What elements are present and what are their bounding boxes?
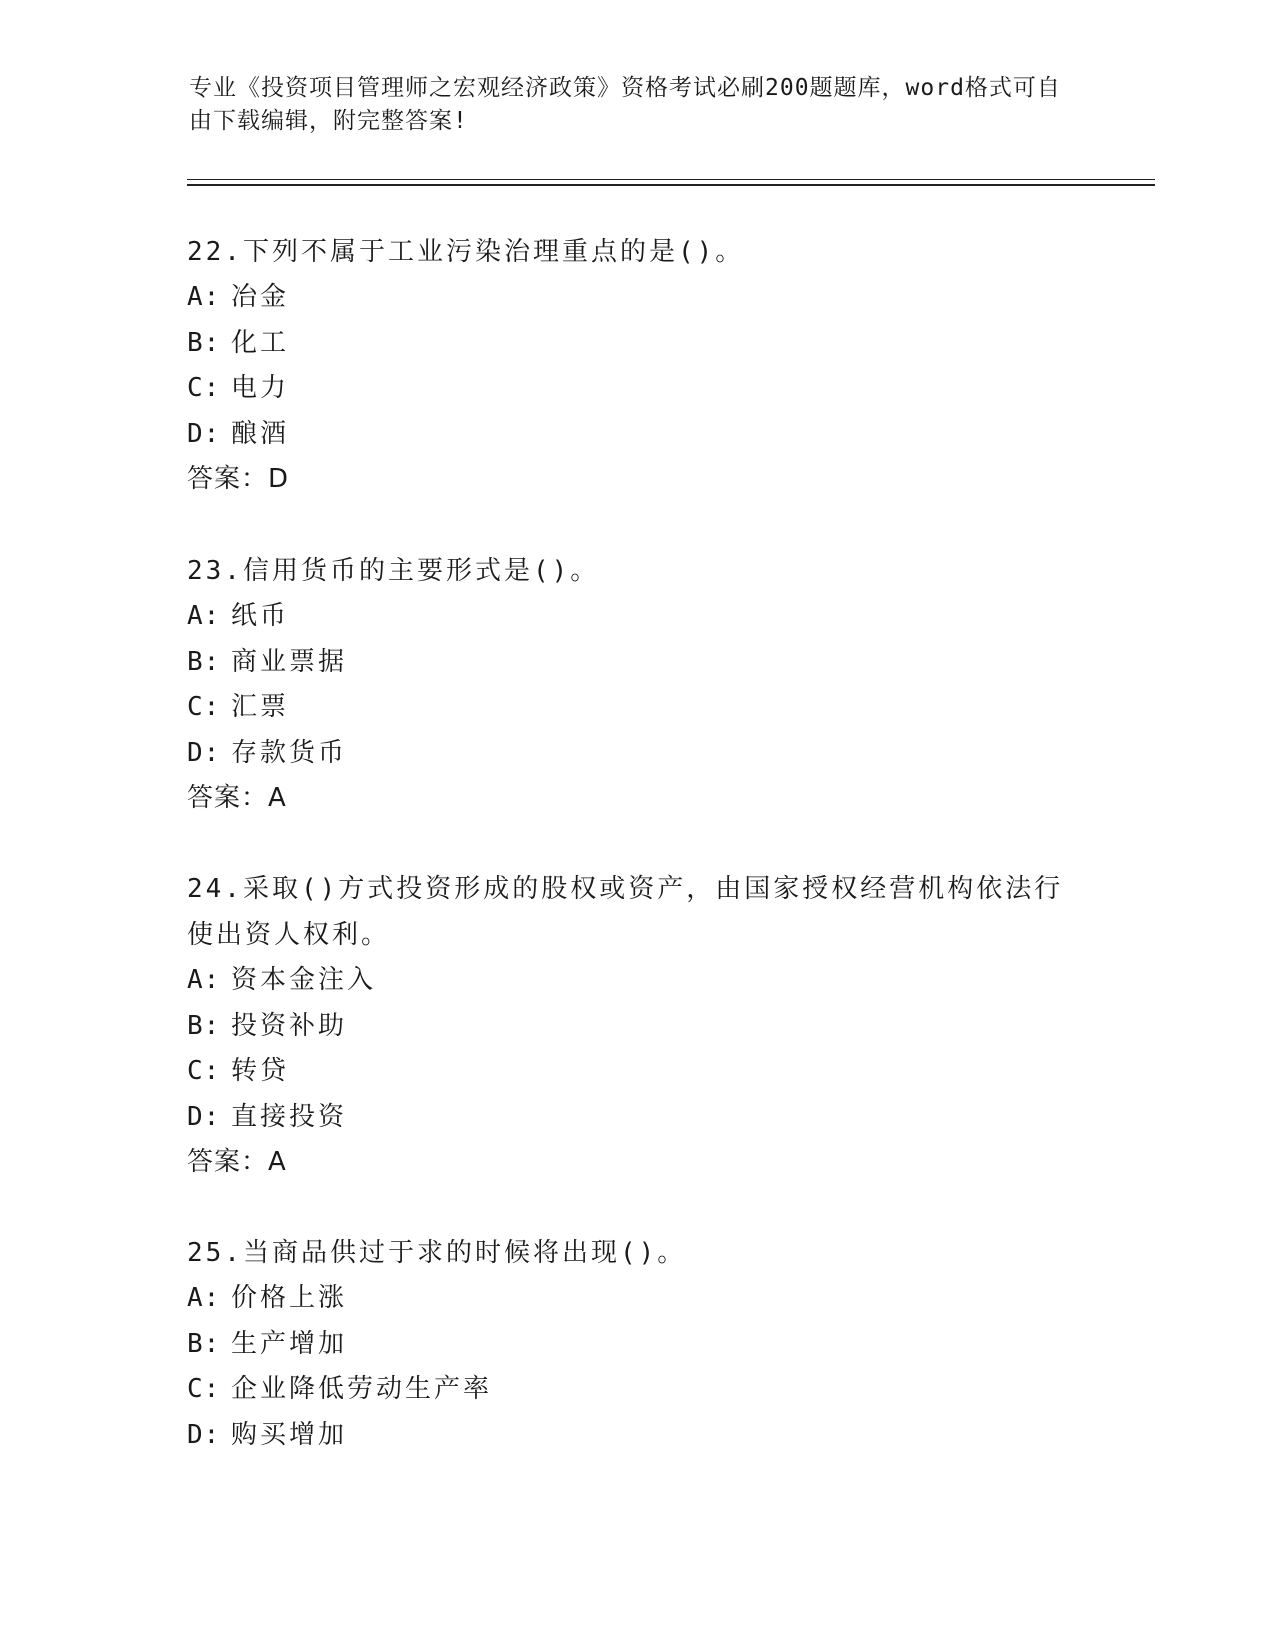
answer-label: 答案： (187, 783, 269, 813)
option-d (187, 731, 1087, 777)
option-d (187, 1095, 1087, 1141)
option-d (187, 1413, 1087, 1459)
option-a (187, 958, 1087, 1004)
question-stem: 22.下列不属于工业污染治理重点的是()。 (187, 237, 745, 267)
option-letter: C: (187, 1056, 221, 1086)
option-text: 酿酒 (231, 418, 290, 449)
option-text: 化工 (231, 327, 290, 358)
option-a (187, 1276, 1087, 1322)
option-text: 冶金 (231, 282, 290, 312)
option-b (187, 1322, 1087, 1368)
option-letter: C: (187, 692, 221, 722)
option-text: 直接投资 (231, 1101, 348, 1132)
option-letter: D: (187, 418, 221, 449)
option-letter: C: (187, 373, 221, 403)
option-text: 企业降低劳动生产率 (231, 1374, 493, 1404)
option-text: 商业票据 (231, 646, 348, 677)
option-c (187, 1367, 1087, 1413)
answer-label: 答案： (187, 1147, 269, 1177)
option-letter: A: (187, 965, 221, 995)
question-25 (187, 1230, 1087, 1458)
option-text: 汇票 (231, 692, 290, 722)
answer-value: D (268, 464, 290, 494)
option-text: 电力 (231, 373, 290, 403)
option-d (187, 412, 1087, 458)
option-a (187, 275, 1087, 321)
option-c (187, 685, 1087, 731)
header-divider-thin (187, 179, 1155, 180)
option-letter: C: (187, 1374, 221, 1404)
option-letter: A: (187, 1283, 221, 1313)
option-letter: A: (187, 601, 221, 631)
option-text: 存款货币 (231, 737, 348, 768)
option-letter: A: (187, 282, 221, 312)
question-24 (187, 866, 1087, 1186)
option-letter: B: (187, 646, 221, 677)
option-b (187, 640, 1087, 686)
answer-line (187, 776, 1087, 822)
answer-line (187, 1140, 1087, 1186)
option-letter: D: (187, 737, 221, 768)
option-c (187, 1049, 1087, 1095)
option-b (187, 1004, 1087, 1050)
question-22 (187, 229, 1087, 503)
option-letter: D: (187, 1419, 221, 1450)
option-text: 资本金注入 (231, 965, 377, 995)
question-stem: 24.采取()方式投资形成的股权或资产，由国家授权经营机构依法行使出资人权利。 (187, 874, 1064, 950)
option-text: 价格上涨 (231, 1283, 348, 1313)
option-text: 生产增加 (231, 1328, 348, 1359)
option-text: 转贷 (231, 1056, 290, 1086)
option-text: 纸币 (231, 601, 290, 631)
answer-label: 答案： (187, 464, 269, 494)
option-letter: B: (187, 1328, 221, 1359)
answer-value: A (268, 783, 287, 813)
document-header: 专业《投资项目管理师之宏观经济政策》资格考试必刷200题题库，word格式可自由下载编辑，附完整答案! (189, 75, 1061, 134)
option-letter: B: (187, 327, 221, 358)
answer-line (187, 457, 1087, 503)
option-text: 投资补助 (231, 1010, 348, 1041)
option-letter: B: (187, 1010, 221, 1041)
answer-value: A (268, 1147, 287, 1177)
question-stem: 23.信用货币的主要形式是()。 (187, 556, 600, 586)
option-letter: D: (187, 1101, 221, 1132)
question-23 (187, 548, 1087, 822)
option-a (187, 594, 1087, 640)
option-c (187, 366, 1087, 412)
option-b (187, 321, 1087, 367)
option-text: 购买增加 (231, 1419, 348, 1450)
header-divider-thick (187, 184, 1155, 186)
question-stem: 25.当商品供过于求的时候将出现()。 (187, 1238, 687, 1268)
